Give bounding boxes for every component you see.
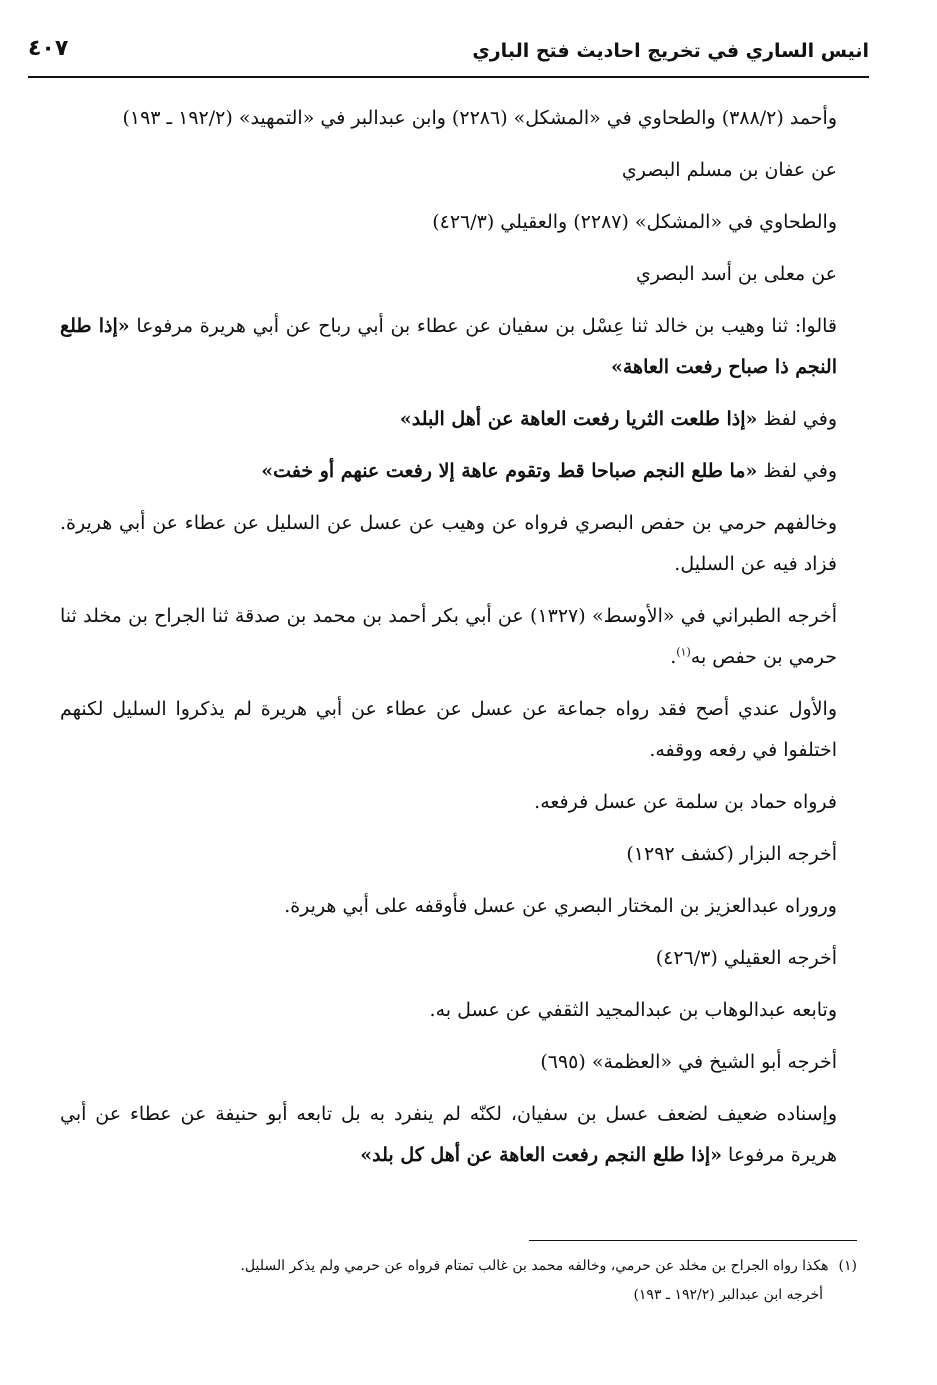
- running-header: [28, 36, 869, 78]
- paragraph: والطحاوي في «المشكل» (٢٢٨٧) والعقيلي (٤٢٦/٣): [432, 211, 837, 233]
- footnote-text: هكذا رواه الجراح بن مخلد عن حرمي، وخالفه محمد بن غالب تمتام فرواه عن حرمي ولم يذكر السليل.: [240, 1258, 829, 1274]
- paragraph: أخرجه العقيلي (٤٢٦/٣): [655, 947, 837, 969]
- paragraph: عن معلى بن أسد البصري: [636, 263, 837, 285]
- paragraph: فرواه حماد بن سلمة عن عسل فرفعه.: [534, 791, 837, 813]
- footnote-reference: (١): [676, 645, 691, 659]
- main-text: [60, 98, 857, 1187]
- hadith-quote: «إذا طلع النجم رفعت العاهة عن أهل كل بلد»: [360, 1144, 722, 1166]
- footnote-number: (١): [838, 1258, 857, 1274]
- paragraph: وخالفهم حرمي بن حفص البصري فرواه عن وهيب عن عسل عن السليل عن عطاء عن أبي هريرة. فزاد فيه عن السليل.: [60, 512, 837, 575]
- footnote-divider: [529, 1240, 857, 1241]
- paragraph: والأول عندي أصح فقد رواه جماعة عن عسل عن عطاء عن أبي هريرة لم يذكروا السليل لكنهم اختلفوا في رفعه ووقفه.: [60, 698, 837, 761]
- hadith-quote: «ما طلع النجم صباحا قط وتقوم عاهة إلا رفعت عنهم أو خفت»: [261, 460, 758, 482]
- hadith-quote: «إذا طلع النجم ذا صباح رفعت العاهة»: [60, 315, 837, 378]
- footnote: [60, 1252, 857, 1281]
- paragraph: [60, 306, 857, 388]
- paragraph-text: أخرجه الطبراني في «الأوسط» (١٣٢٧) عن أبي بكر أحمد بن محمد بن صدقة ثنا الجراح بن مخلد ثنا حرمي بن حفص به: [60, 605, 837, 668]
- book-title: انيس الساري في تخريج احاديث فتح الباري: [472, 40, 869, 62]
- paragraph-text: وفي لفظ: [763, 460, 837, 482]
- paragraph-text: وفي لفظ: [763, 408, 837, 430]
- paragraph-end: .: [670, 646, 677, 668]
- paragraph: [60, 451, 857, 492]
- page-number: ٤٠٧: [28, 36, 69, 61]
- footnotes: [60, 1252, 857, 1310]
- paragraph-text: قالوا: ثنا وهيب بن خالد ثنا عِسْل بن سفيان عن عطاء بن أبي رباح عن أبي هريرة مرفوعا: [136, 315, 837, 337]
- paragraph-text: وإسناده ضعيف لضعف عسل بن سفيان، لكنّه لم ينفرد به بل تابعه أبو حنيفة عن عطاء عن أبي هريرة مرفوعا: [60, 1103, 837, 1166]
- paragraph: أخرجه البزار (كشف ١٢٩٢): [626, 843, 837, 865]
- paragraph: [60, 596, 857, 678]
- paragraph: وتابعه عبدالوهاب بن عبدالمجيد الثقفي عن عسل به.: [429, 999, 837, 1021]
- hadith-quote: «إذا طلعت الثريا رفعت العاهة عن أهل البلد»: [399, 408, 758, 430]
- paragraph: وروراه عبدالعزيز بن المختار البصري عن عسل فأوقفه على أبي هريرة.: [284, 895, 837, 917]
- paragraph: أخرجه أبو الشيخ في «العظمة» (٦٩٥): [540, 1051, 837, 1073]
- paragraph: عن عفان بن مسلم البصري: [621, 159, 837, 181]
- paragraph: [60, 1094, 857, 1176]
- footnote-continuation: أخرجه ابن عبدالبر (١٩٢/٢ ـ ١٩٣): [633, 1287, 823, 1303]
- paragraph: وأحمد (٣٨٨/٢) والطحاوي في «المشكل» (٢٢٨٦) وابن عبدالبر في «التمهيد» (١٩٢/٢ ـ ١٩٣): [122, 107, 837, 129]
- paragraph: [60, 399, 857, 440]
